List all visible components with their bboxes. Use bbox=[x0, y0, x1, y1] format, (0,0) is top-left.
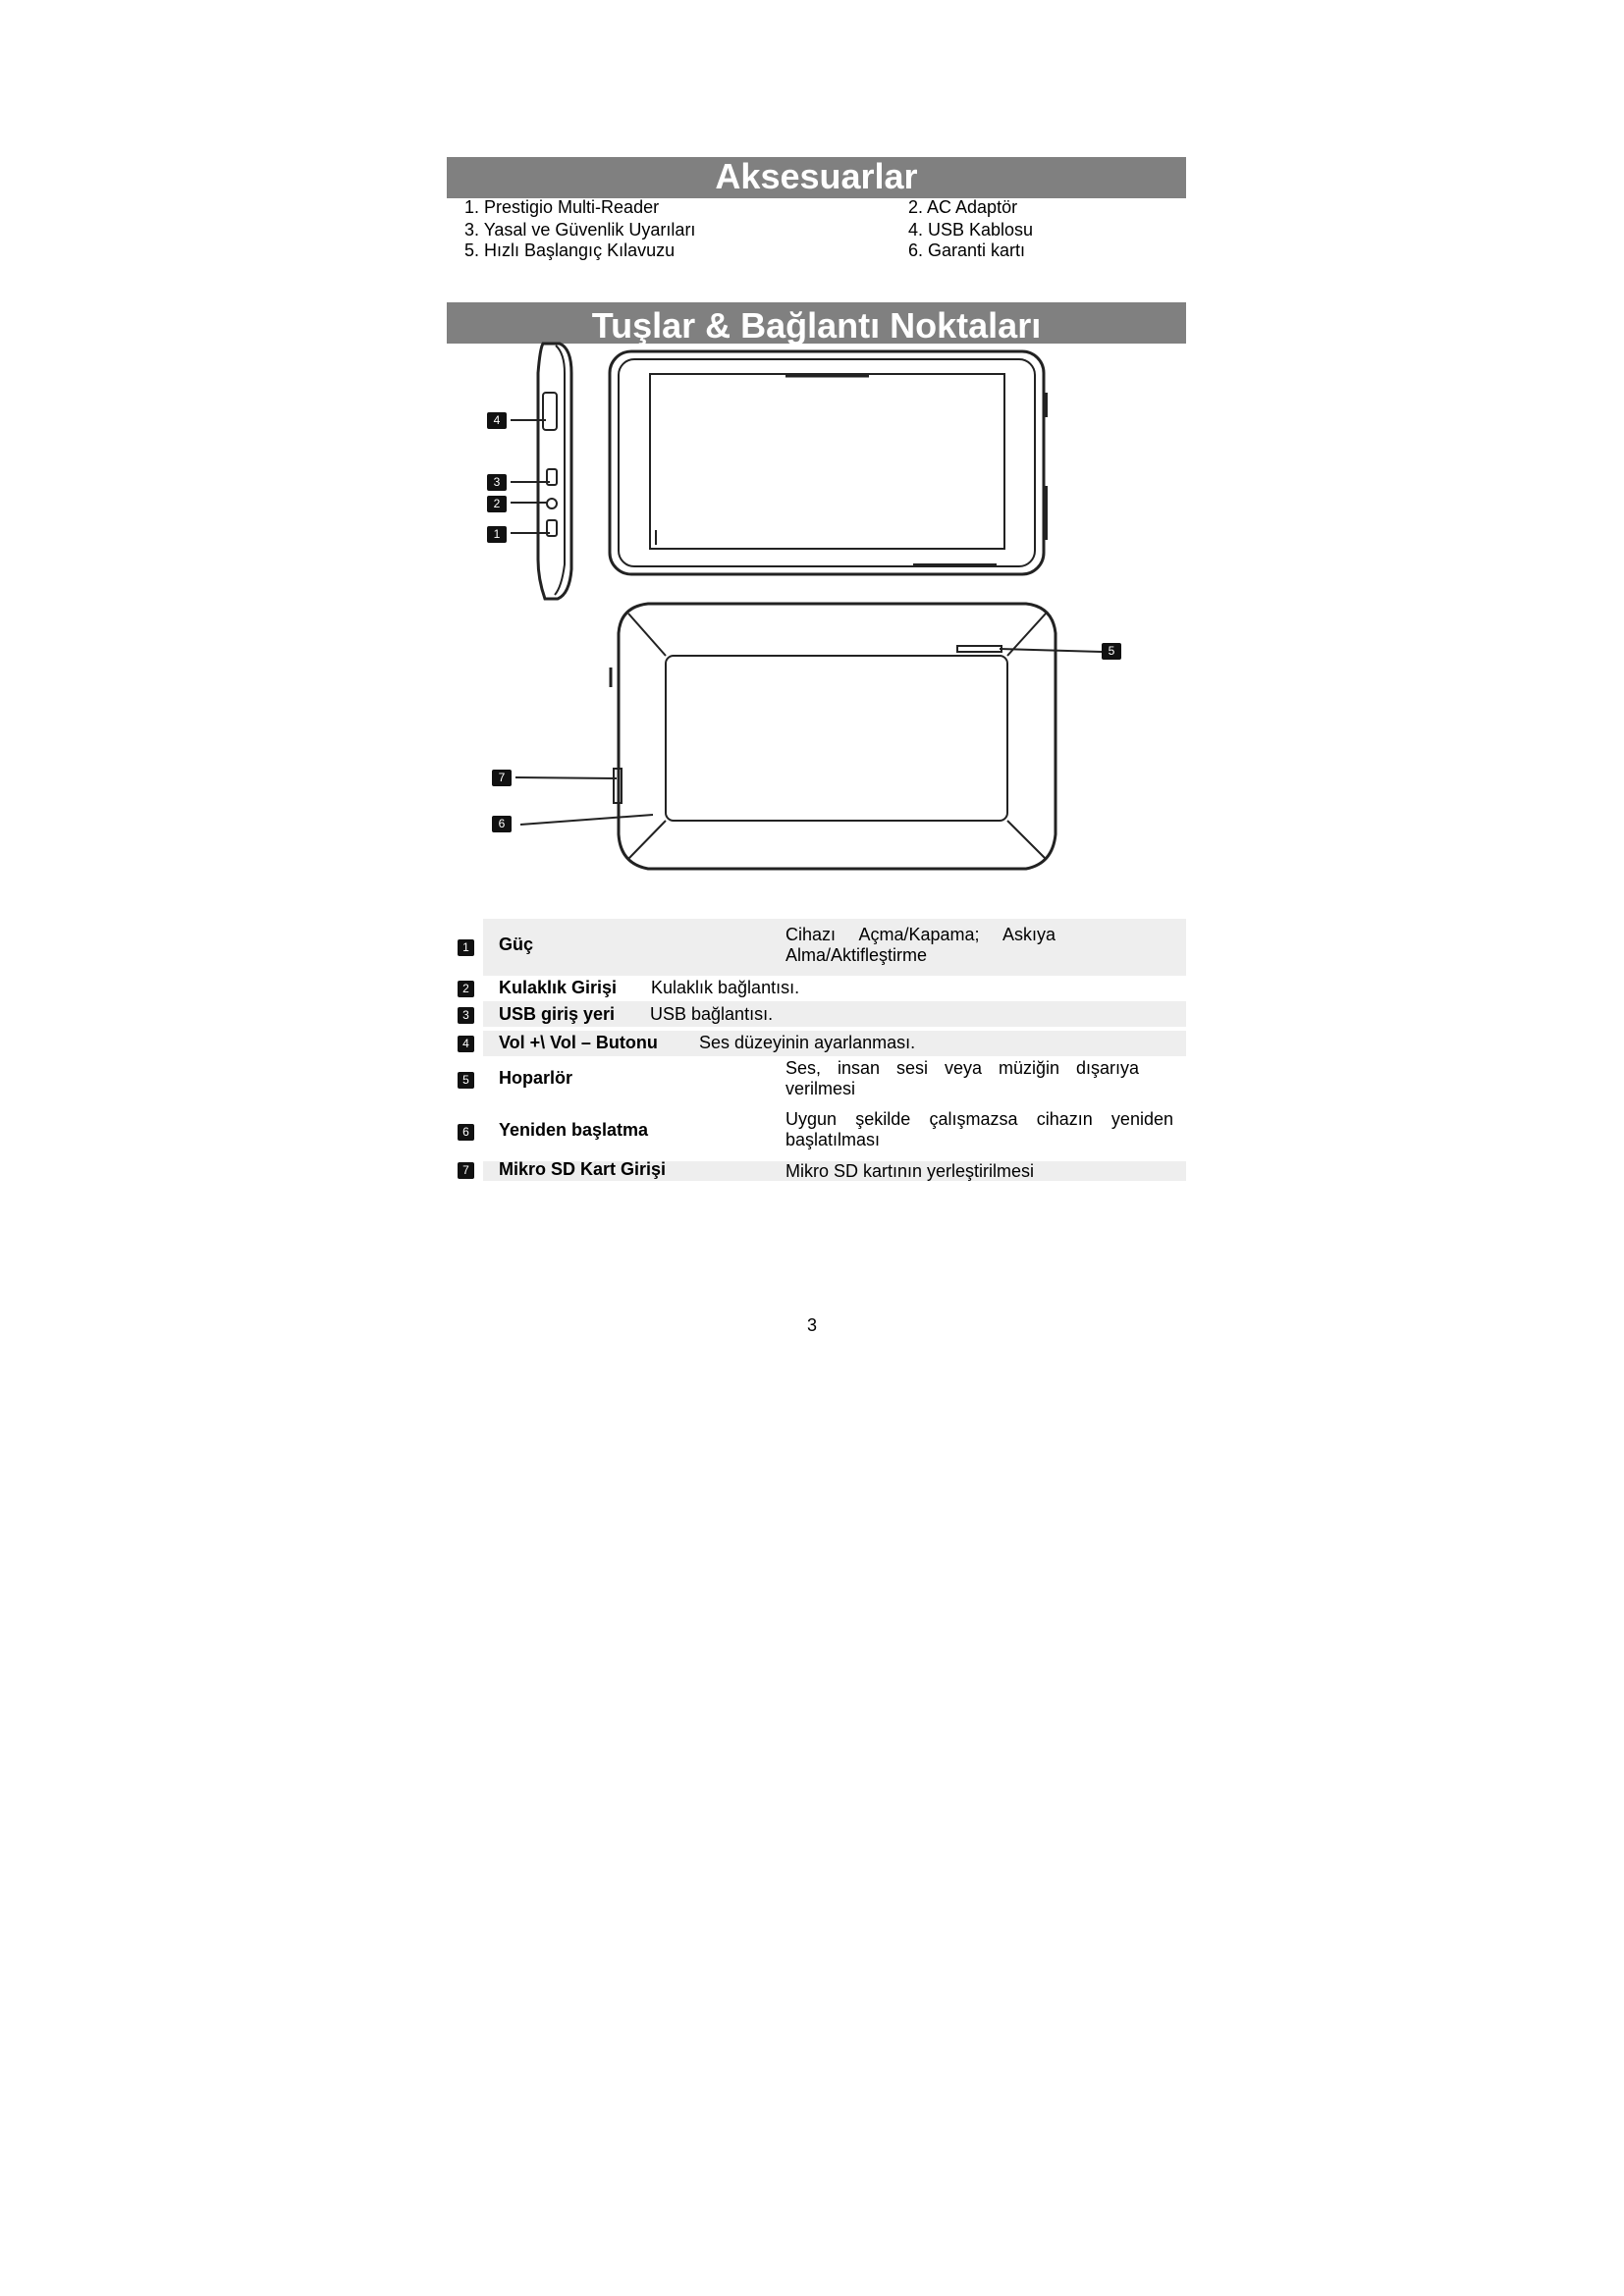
accessories-heading bbox=[447, 157, 1186, 198]
row-name: Hoparlör bbox=[499, 1068, 573, 1088]
volume-button bbox=[543, 393, 557, 430]
row-name: Yeniden başlatma bbox=[499, 1120, 649, 1140]
row-description: Cihazı Açma/Kapama; Askıya Alma/Aktifleştirme bbox=[785, 925, 1056, 965]
row-description: Kulaklık bağlantısı. bbox=[651, 978, 800, 997]
row-number: 3 bbox=[458, 1007, 474, 1024]
callout-usb: 3 bbox=[487, 474, 507, 491]
row-name: Mikro SD Kart Girişi bbox=[499, 1159, 667, 1179]
accessory-item: 3. Yasal ve Güvenlik Uyarıları bbox=[464, 220, 696, 240]
row-number: 6 bbox=[458, 1124, 474, 1141]
callout-power: 1 bbox=[487, 526, 507, 543]
accessory-item: 2. AC Adaptör bbox=[908, 197, 1018, 217]
row-description: Ses düzeyinin ayarlanması. bbox=[699, 1033, 916, 1052]
page-number: 3 bbox=[806, 1315, 817, 1335]
accessory-item: 5. Hızlı Başlangıç Kılavuzu bbox=[464, 240, 676, 260]
accessories-title: Aksesuarlar bbox=[715, 156, 918, 196]
row-number: 2 bbox=[458, 981, 474, 997]
row-number: 1 bbox=[458, 939, 474, 956]
row-description: USB bağlantısı. bbox=[650, 1004, 774, 1024]
accessory-item: 6. Garanti kartı bbox=[908, 240, 1026, 260]
device-back-view bbox=[619, 604, 1056, 869]
row-number: 7 bbox=[458, 1162, 474, 1179]
row-description: Mikro SD kartının yerleştirilmesi bbox=[785, 1161, 1035, 1181]
device-screen bbox=[650, 374, 1004, 549]
row-name: Kulaklık Girişi bbox=[499, 978, 618, 997]
row-name: Vol +\ Vol – Butonu bbox=[499, 1033, 658, 1052]
callout-reset: 6 bbox=[492, 816, 512, 832]
callout-speaker: 5 bbox=[1102, 643, 1121, 660]
row-description: Ses, insan sesi veya müziğin dışarıya verilmesi bbox=[785, 1058, 1139, 1098]
row-number: 4 bbox=[458, 1036, 474, 1052]
row-name: USB giriş yeri bbox=[499, 1004, 616, 1024]
row-description: Uygun şekilde çalışmazsa cihazın yeniden başlatılması bbox=[785, 1109, 1173, 1149]
device-back-panel bbox=[666, 656, 1007, 821]
callout-headphone: 2 bbox=[487, 496, 507, 512]
row-name: Güç bbox=[499, 934, 534, 954]
accessory-item: 1. Prestigio Multi-Reader bbox=[464, 197, 660, 217]
keys-title: Tuşlar & Bağlantı Noktaları bbox=[591, 305, 1042, 346]
device-front-view bbox=[610, 351, 1044, 574]
device-diagram bbox=[447, 334, 1186, 883]
row-number: 5 bbox=[458, 1072, 474, 1089]
callout-volume: 4 bbox=[487, 412, 507, 429]
accessory-item: 4. USB Kablosu bbox=[908, 220, 1034, 240]
headphone-jack bbox=[547, 499, 557, 508]
device-side-view bbox=[538, 344, 571, 599]
speaker bbox=[957, 646, 1001, 652]
callout-sd-card: 7 bbox=[492, 770, 512, 786]
